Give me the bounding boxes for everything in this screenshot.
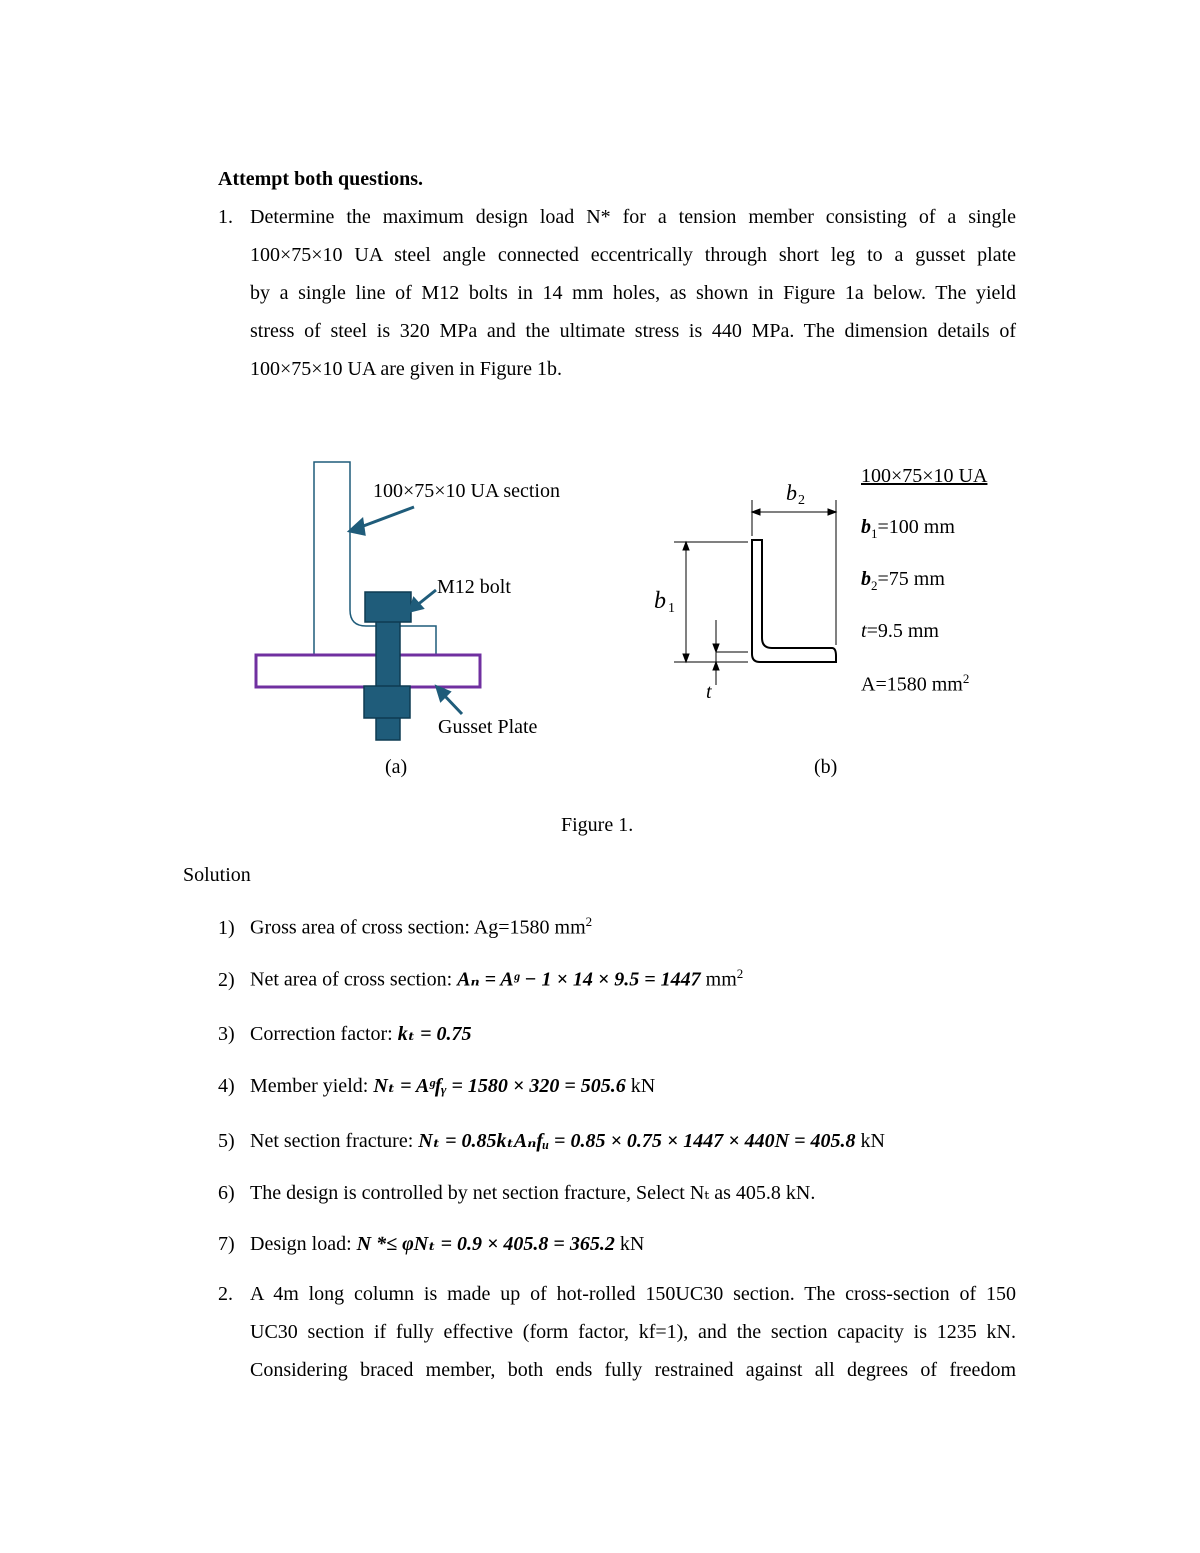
plate-label: Gusset Plate xyxy=(438,716,538,738)
solution-step-3: 3) Correction factor: kₜ = 0.75 xyxy=(218,1023,472,1045)
question-2-number: 2. xyxy=(218,1283,233,1305)
bolt-label: M12 bolt xyxy=(437,576,511,598)
angle-profile xyxy=(752,540,836,662)
figure-1a-caption: (a) xyxy=(385,756,408,778)
b2-symbol: b xyxy=(786,480,797,505)
gusset-plate xyxy=(256,655,480,687)
section-label: 100×75×10 UA section xyxy=(373,480,560,502)
figure-1b-caption: (b) xyxy=(814,756,838,778)
solution-step-6: 6) The design is controlled by net section fracture, Select Nₜ as 405.8 kN. xyxy=(218,1182,816,1204)
question-1-line-3: by a single line of M12 bolts in 14 mm holes, as shown in Figure 1a below. The yield xyxy=(250,282,1016,304)
t-symbol: t xyxy=(706,681,712,703)
solution-step-7: 7) Design load: N *≤ φNₜ = 0.9 × 405.8 = 365.2 kN xyxy=(218,1233,645,1255)
question-1-line-2: 100×75×10 UA steel angle connected eccentrically through short leg to a gusset plate xyxy=(250,244,1016,266)
b1-property: $b_1=100$ mm xyxy=(861,516,955,541)
section-title: 100×75×10 UA xyxy=(861,465,988,487)
bolt-head xyxy=(365,592,411,622)
solution-step-4: 4) Member yield: Nₜ = Aᵍfᵧ = 1580 × 320 = 505.6 kN xyxy=(218,1075,656,1097)
figure-1a xyxy=(240,450,600,790)
b1-subscript: 1 xyxy=(668,601,675,616)
b1-symbol: b xyxy=(654,588,666,614)
figure-1b xyxy=(640,470,880,790)
question-2-line-1: A 4m long column is made up of hot-rolled 150UC30 section. The cross-section of 150 xyxy=(250,1283,1016,1305)
figure-caption: Figure 1. xyxy=(561,814,634,836)
b2-subscript: 2 xyxy=(798,493,805,508)
section-arrow xyxy=(358,507,414,528)
solution-step-2: 2) Net area of cross section: Aₙ = Aᵍ − 1 × 14 × 9.5 = 1447 $mm^2$ xyxy=(218,966,744,991)
solution-step-5: 5) Net section fracture: Nₜ = 0.85kₜAₙfᵤ = 0.85 × 0.75 × 1447 × 440N = 405.8 kN xyxy=(218,1130,885,1152)
solution-step-1: 1) Gross area of cross section: Ag=1580 $mm^2$ xyxy=(218,914,593,939)
question-2-line-2: UC30 section if fully effective (form factor, kf=1), and the section capacity is 1235 kN. xyxy=(250,1321,1016,1343)
solution-title: Solution xyxy=(183,864,251,886)
question-2-line-3: Considering braced member, both ends fully restrained against all degrees of freedom xyxy=(250,1359,1016,1381)
question-1-line-1: Determine the maximum design load N* for a tension member consisting of a single xyxy=(250,206,1016,228)
question-1-line-4: stress of steel is 320 MPa and the ultimate stress is 440 MPa. The dimension details of xyxy=(250,320,1016,342)
question-1-line-5: 100×75×10 UA are given in Figure 1b. xyxy=(250,358,562,380)
bolt-nut xyxy=(364,686,410,718)
t-property: t=9.5 mm xyxy=(861,620,939,642)
b2-property: $b_2=75$ mm xyxy=(861,568,945,593)
question-1-number: 1. xyxy=(218,206,233,228)
heading: Attempt both questions. xyxy=(218,168,424,190)
area-property: A=1580 $mm^2$ xyxy=(861,671,970,696)
bolt-shank xyxy=(376,620,400,740)
